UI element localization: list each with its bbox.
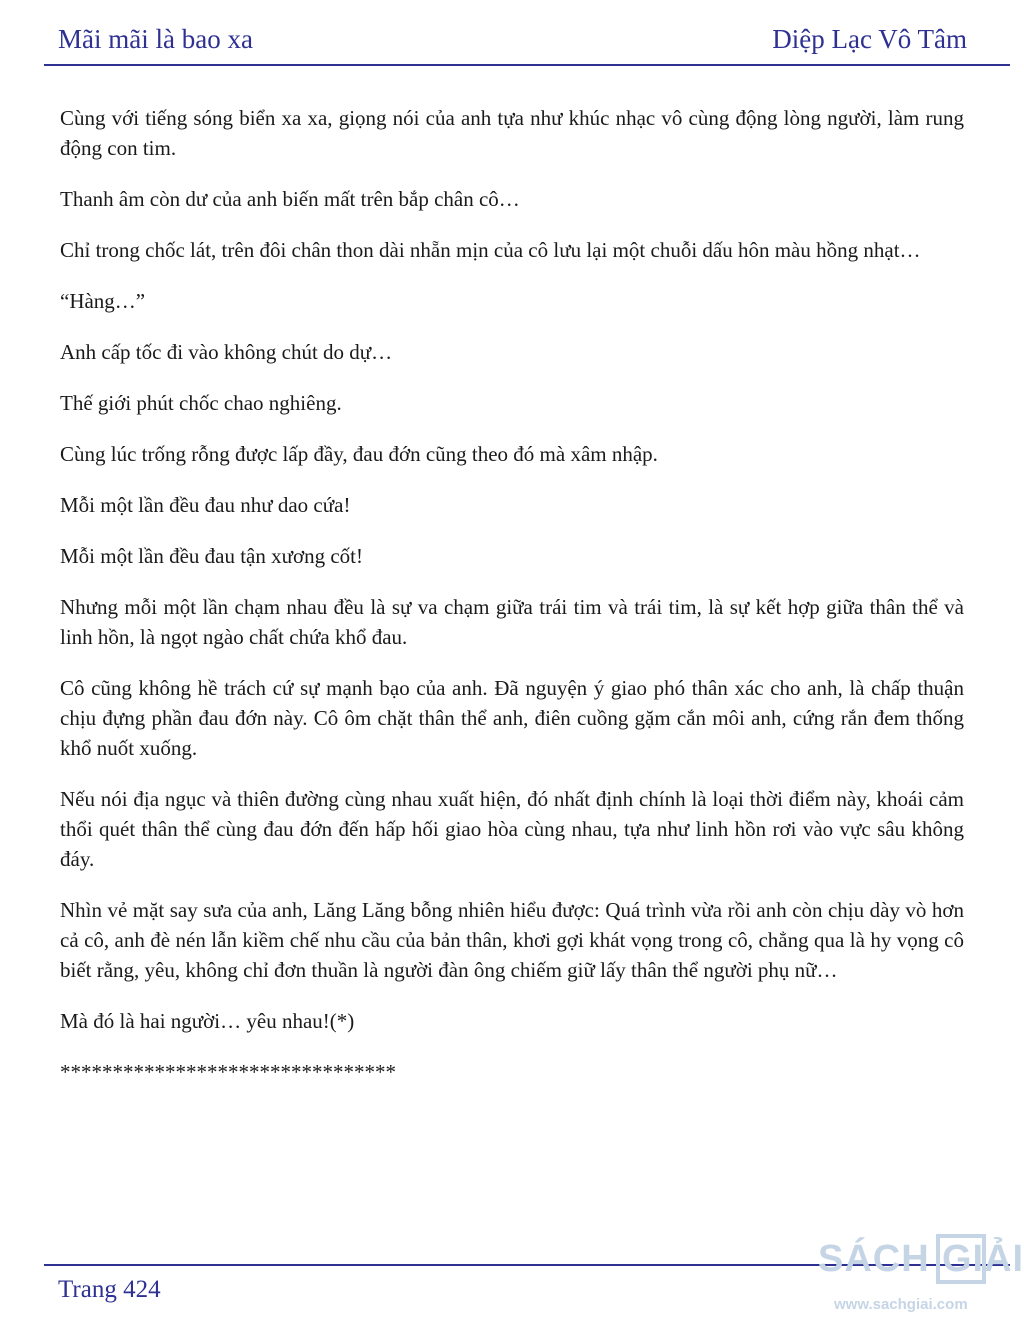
paragraph: “Hàng…” bbox=[60, 289, 146, 313]
paragraph: Anh cấp tốc đi vào không chút do dự… bbox=[60, 340, 393, 364]
paragraph: Cùng với tiếng sóng biển xa xa, giọng nói của anh tựa như khúc nhạc vô cùng động lòng người, làm rung động con tim. bbox=[60, 106, 964, 160]
paragraph: Chỉ trong chốc lát, trên đôi chân thon dài nhẵn mịn của cô lưu lại một chuỗi dấu hôn màu hồng nhạt… bbox=[60, 238, 921, 262]
paragraph: Mà đó là hai người… yêu nhau!(*) bbox=[60, 1009, 355, 1033]
book-title: Mãi mãi là bao xa bbox=[58, 24, 253, 54]
paragraph: Mỗi một lần đều đau tận xương cốt! bbox=[60, 544, 364, 568]
watermark-url: www.sachgiai.com bbox=[834, 1296, 968, 1313]
paragraph: Nếu nói địa ngục và thiên đường cùng nhau xuất hiện, đó nhất định chính là loại thời điểm này, khoái cảm thổi quét thân thể cùng đau đớn đến hấp hối giao hòa cùng nhau, tựa như linh hồn rơi vào vực sâu không đáy. bbox=[60, 787, 964, 871]
author-name: Diệp Lạc Vô Tâm bbox=[772, 24, 967, 54]
watermark-logo bbox=[818, 1226, 1024, 1325]
paragraph: Nhưng mỗi một lần chạm nhau đều là sự va chạm giữa trái tim và trái tim, là sự kết hợp giữa thân thể và linh hồn, là ngọt ngào chất chứa khổ đau. bbox=[60, 595, 964, 649]
page-header bbox=[0, 0, 1024, 68]
paragraph: Nhìn vẻ mặt say sưa của anh, Lăng Lăng bỗng nhiên hiểu được: Quá trình vừa rồi anh còn chịu dày vò hơn cả cô, anh đè nén lẫn kiềm chế nhu cầu của bản thân, khơi gợi khát vọng trong cô, chẳng qua là hy vọng cô biết rằng, yêu, không chỉ đơn thuần là người đàn ông chiếm giữ lấy thân thể người phụ nữ… bbox=[60, 898, 964, 982]
paragraph: Cùng lúc trống rỗng được lấp đầy, đau đớn cũng theo đó mà xâm nhập. bbox=[60, 442, 658, 466]
header-divider bbox=[44, 64, 1010, 66]
paragraph: Cô cũng không hề trách cứ sự mạnh bạo của anh. Đã nguyện ý giao phó thân xác cho anh, là chấp thuận chịu đựng phần đau đớn này. Cô ôm chặt thân thể anh, điên cuồng gặm cắn môi anh, cứng rắn đem thống khổ nuốt xuống. bbox=[60, 676, 964, 760]
page-body bbox=[60, 103, 964, 1108]
section-separator: ******************************** bbox=[60, 1060, 396, 1084]
watermark-brand-left: SÁCH bbox=[818, 1238, 930, 1280]
watermark-brand-right: GIẢI bbox=[942, 1238, 1024, 1280]
paragraph: Mỗi một lần đều đau như dao cứa! bbox=[60, 493, 351, 517]
paragraph: Thanh âm còn dư của anh biến mất trên bắp chân cô… bbox=[60, 187, 520, 211]
page-number: Trang 424 bbox=[58, 1276, 161, 1303]
paragraph: Thế giới phút chốc chao nghiêng. bbox=[60, 391, 342, 415]
